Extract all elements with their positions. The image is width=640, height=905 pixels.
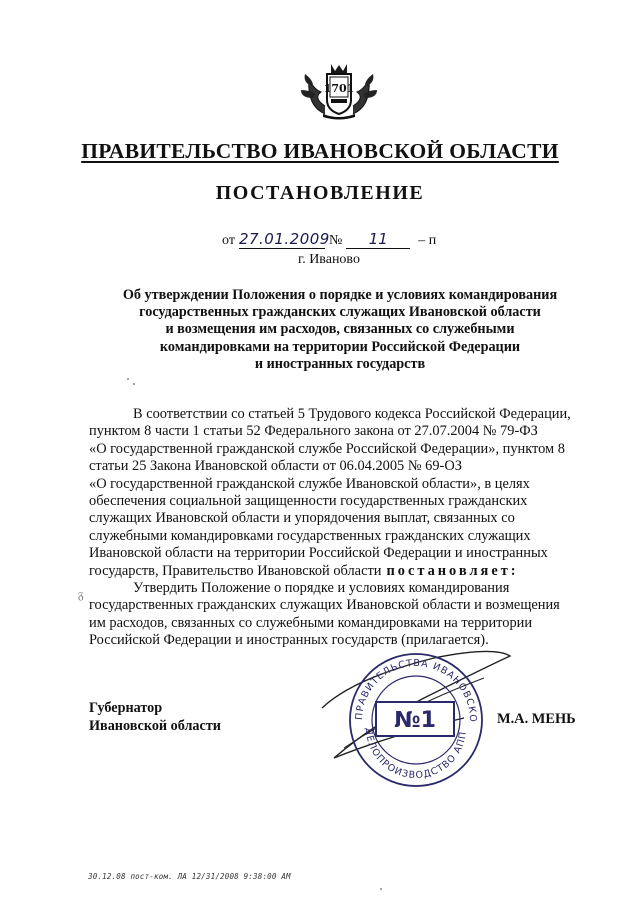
stamp-number: №1 xyxy=(394,708,436,733)
signatory-position-line: Ивановской области xyxy=(89,717,221,734)
preamble-line: Ивановской области на территории Российской Федерации и иностранных xyxy=(89,545,548,562)
city: г. Иваново xyxy=(298,252,360,267)
preamble-line: обеспечения социальной защищенности государственных гражданских xyxy=(89,493,528,510)
government-heading: ПРАВИТЕЛЬСТВО ИВАНОВСКОЙ ОБЛАСТИ xyxy=(81,139,559,163)
document-type-heading: ПОСТАНОВЛЕНИЕ xyxy=(215,182,425,204)
decree-word: постановляет: xyxy=(386,562,519,579)
fax-footer: 30.12.08 пост-ком. ЛА 12/31/2008 9:38:00 AM xyxy=(88,872,291,881)
resolution-line: Утвердить Положение о порядке и условиях командирования xyxy=(133,580,510,597)
preamble-line: служащих Ивановской области и упорядочения выплат, связанных со xyxy=(89,510,515,527)
document-number-line xyxy=(222,230,436,249)
official-stamp xyxy=(314,638,518,802)
emblem-text: 1701 xyxy=(323,82,355,95)
stamp-ring-bottom: ДЕЛОПРОИЗВОДСТВО АПП xyxy=(362,727,470,782)
preamble-line: статьи 25 Закона Ивановской области от 06.04.2005 № 69-ОЗ xyxy=(89,458,462,475)
from-label: от xyxy=(222,233,235,248)
signatory-position-line: Губернатор xyxy=(89,700,163,716)
resolution-line: им расходов, связанных со служебными командировками на территории xyxy=(89,614,533,631)
document-number: 11 xyxy=(346,230,410,249)
title-line: государственных гражданских служащих Ивановской области xyxy=(139,304,541,321)
preamble-line: пунктом 8 части 1 статьи 52 Федерального закона от 27.07.2004 № 79-ФЗ xyxy=(89,423,538,440)
title-line: Об утверждении Положения о порядке и условиях командирования xyxy=(122,287,558,303)
preamble-line: «О государственной гражданской службе Ивановской области», в целях xyxy=(89,475,530,492)
signatory-position xyxy=(89,700,221,735)
document-title xyxy=(60,287,620,373)
resolution-line: государственных гражданских служащих Ивановской области и возмещения xyxy=(89,597,560,614)
resolution-line: Российской Федерации и иностранных государств (прилагается). xyxy=(89,632,489,649)
scan-dot xyxy=(133,383,135,385)
scan-mark-icon: ᵹ xyxy=(78,587,84,601)
title-line: командировками на территории Российской Федерации xyxy=(159,338,521,355)
document-body xyxy=(89,406,599,650)
preamble-line: государств, Правительство Ивановской области постановляет: xyxy=(89,562,519,579)
preamble-line: служебными командировками государственных гражданских служащих xyxy=(89,527,531,544)
number-suffix: – п xyxy=(418,233,437,248)
stamp-ring-top: ПРАВИТЕЛЬСТВА ИВАНОВСКО xyxy=(353,657,479,723)
number-label: № xyxy=(328,233,343,248)
preamble-line: В соответствии со статьей 5 Трудового кодекса Российской Федерации, xyxy=(133,406,571,422)
coat-of-arms-icon xyxy=(297,62,381,120)
signatory-name: М.А. МЕНЬ xyxy=(497,711,576,727)
document-date: 27.01.2009 xyxy=(238,230,330,248)
preamble-line: «О государственной гражданской службе Российской Федерации», пунктом 8 xyxy=(89,440,565,457)
scan-dot xyxy=(127,378,129,380)
scan-dot xyxy=(380,888,382,890)
title-line: и возмещения им расходов, связанных со служебными xyxy=(165,321,515,338)
title-line: и иностранных государств xyxy=(254,355,426,372)
